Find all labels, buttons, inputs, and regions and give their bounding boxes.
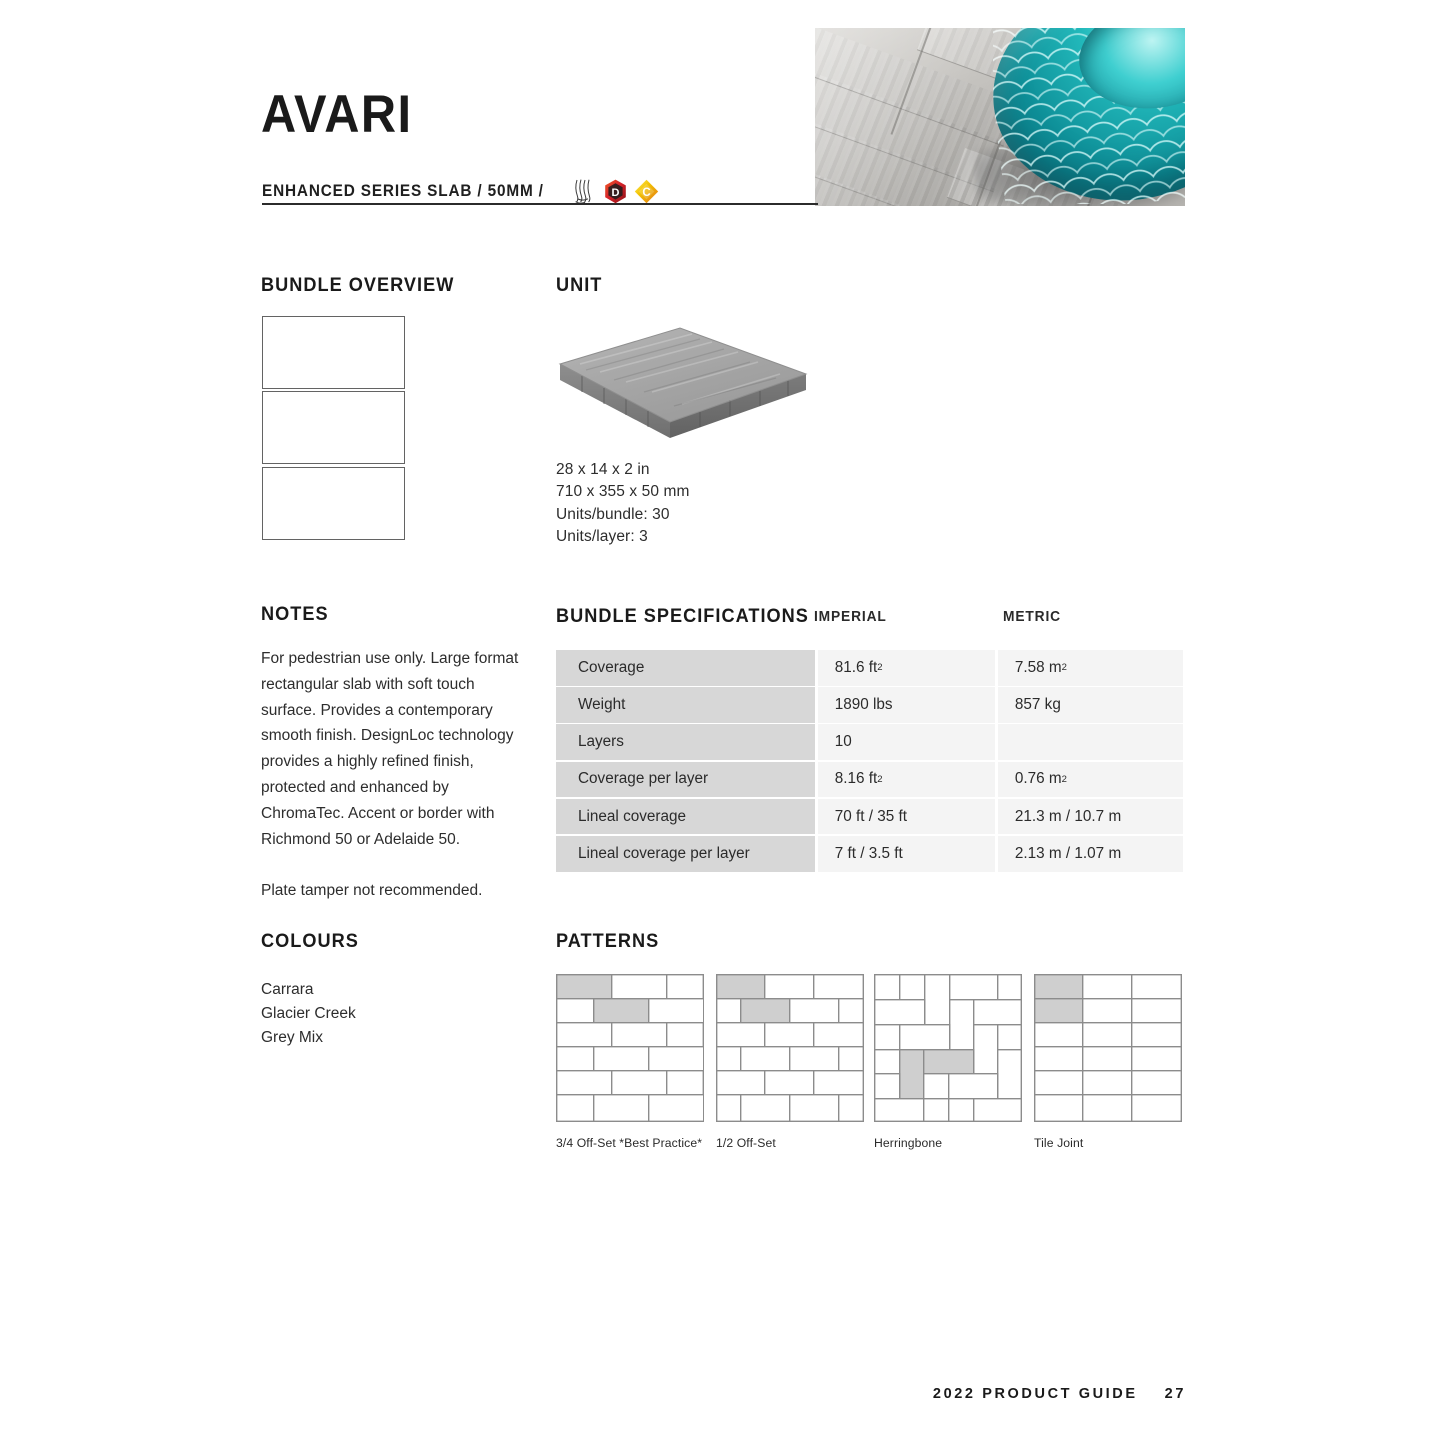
colours-list — [261, 978, 356, 1050]
notes-heading: NOTES — [261, 603, 329, 625]
notes-paragraph: For pedestrian use only. Large format rectangular slab with soft touch surface. Provides a contemporary smooth finish. DesignLoc technology provides a highly refined finish, protected and enhanced by ChromaTec. Accent or border with Richmond 50 or Adelaide 50. — [261, 650, 519, 848]
spec-table-row — [556, 724, 1183, 760]
spec-row-label: Lineal coverage per layer — [556, 836, 815, 872]
unit-dimensions-imperial: 28 x 14 x 2 in — [556, 461, 650, 478]
svg-text:C: C — [642, 186, 651, 199]
spec-table-row — [556, 799, 1183, 835]
column-header-metric: METRIC — [1003, 609, 1061, 625]
bundle-overview-heading: BUNDLE OVERVIEW — [261, 274, 455, 296]
spec-row-metric-value — [998, 724, 1183, 760]
spec-row-imperial-value: 7 ft / 3.5 ft — [818, 836, 995, 872]
certification-badges — [573, 178, 659, 204]
footer-page-number: 27 — [1164, 1386, 1186, 1402]
pool-ring-graphic — [993, 28, 1185, 204]
footer-guide-title: 2022 PRODUCT GUIDE — [932, 1386, 1138, 1402]
spec-table-row — [556, 687, 1183, 723]
spec-row-label: Lineal coverage — [556, 799, 815, 835]
spec-row-metric-value: 857 kg — [998, 687, 1183, 723]
pattern-diagram-herringbone — [874, 974, 1022, 1122]
svg-text:D: D — [611, 186, 620, 199]
spec-row-metric-value: 2.13 m / 1.07 m — [998, 836, 1183, 872]
pattern-diagram-half-offset — [716, 974, 864, 1122]
patterns-heading: PATTERNS — [556, 930, 660, 952]
spec-table-row — [556, 650, 1183, 686]
bundle-overview-layer-box — [262, 316, 405, 389]
spec-row-imperial-value: 10 — [818, 724, 995, 760]
spec-row-label: Weight — [556, 687, 815, 723]
unit-units-per-bundle: Units/bundle: 30 — [556, 505, 670, 523]
designloc-icon — [604, 179, 627, 204]
colours-heading: COLOURS — [261, 930, 359, 952]
unit-units-per-layer: Units/layer: 3 — [556, 527, 648, 545]
bundle-overview-layer-box — [262, 467, 405, 540]
chromatec-icon — [634, 179, 659, 204]
pattern-label-herringbone: Herringbone — [874, 1136, 943, 1150]
spec-row-label: Coverage — [556, 650, 815, 686]
pedestrian-use-icon — [573, 178, 597, 204]
pattern-diagram-tile-joint — [1034, 974, 1182, 1122]
pattern-label-half-offset: 1/2 Off-Set — [716, 1136, 776, 1150]
colour-list-item: Grey Mix — [261, 1029, 323, 1046]
hero-product-photo — [815, 28, 1185, 206]
bundle-specifications-table — [556, 650, 1183, 872]
page-footer — [933, 1386, 1186, 1402]
spec-table-row — [556, 836, 1183, 872]
spec-row-imperial-value: 8.16 ft 2 — [818, 762, 995, 798]
colour-list-item: Glacier Creek — [261, 1005, 356, 1022]
pattern-label-tile-joint: Tile Joint — [1034, 1136, 1084, 1150]
pattern-diagram-three-quarter-offset — [556, 974, 704, 1122]
bundle-specifications-heading: BUNDLE SPECIFICATIONS — [556, 605, 809, 627]
unit-dimensions-metric: 710 x 355 x 50 mm — [556, 483, 690, 501]
spec-row-imperial-value: 1890 lbs — [818, 687, 995, 723]
page-title: AVARI — [261, 85, 413, 144]
product-subtitle: ENHANCED SERIES SLAB / 50MM / — [262, 181, 544, 200]
spec-row-label: Layers — [556, 724, 815, 760]
spec-row-metric-value: 7.58 m 2 — [998, 650, 1183, 686]
colour-list-item: Carrara — [261, 981, 314, 998]
spec-row-metric-value: 21.3 m / 10.7 m — [998, 799, 1183, 835]
spec-row-imperial-value: 70 ft / 35 ft — [818, 799, 995, 835]
spec-table-row — [556, 762, 1183, 798]
bundle-overview-layer-box — [262, 391, 405, 464]
notes-body — [261, 646, 519, 904]
header-divider — [262, 203, 818, 205]
column-header-imperial: IMPERIAL — [814, 609, 887, 625]
spec-row-metric-value: 0.76 m 2 — [998, 762, 1183, 798]
unit-heading: UNIT — [556, 274, 603, 296]
spec-row-label: Coverage per layer — [556, 762, 815, 798]
product-subtitle-row — [262, 178, 659, 204]
unit-dimension-list — [556, 459, 690, 548]
unit-slab-render — [552, 322, 814, 452]
pattern-label-three-quarter-offset: 3/4 Off-Set *Best Practice* — [556, 1136, 703, 1150]
spec-row-imperial-value: 81.6 ft 2 — [818, 650, 995, 686]
notes-paragraph: Plate tamper not recommended. — [261, 881, 483, 899]
